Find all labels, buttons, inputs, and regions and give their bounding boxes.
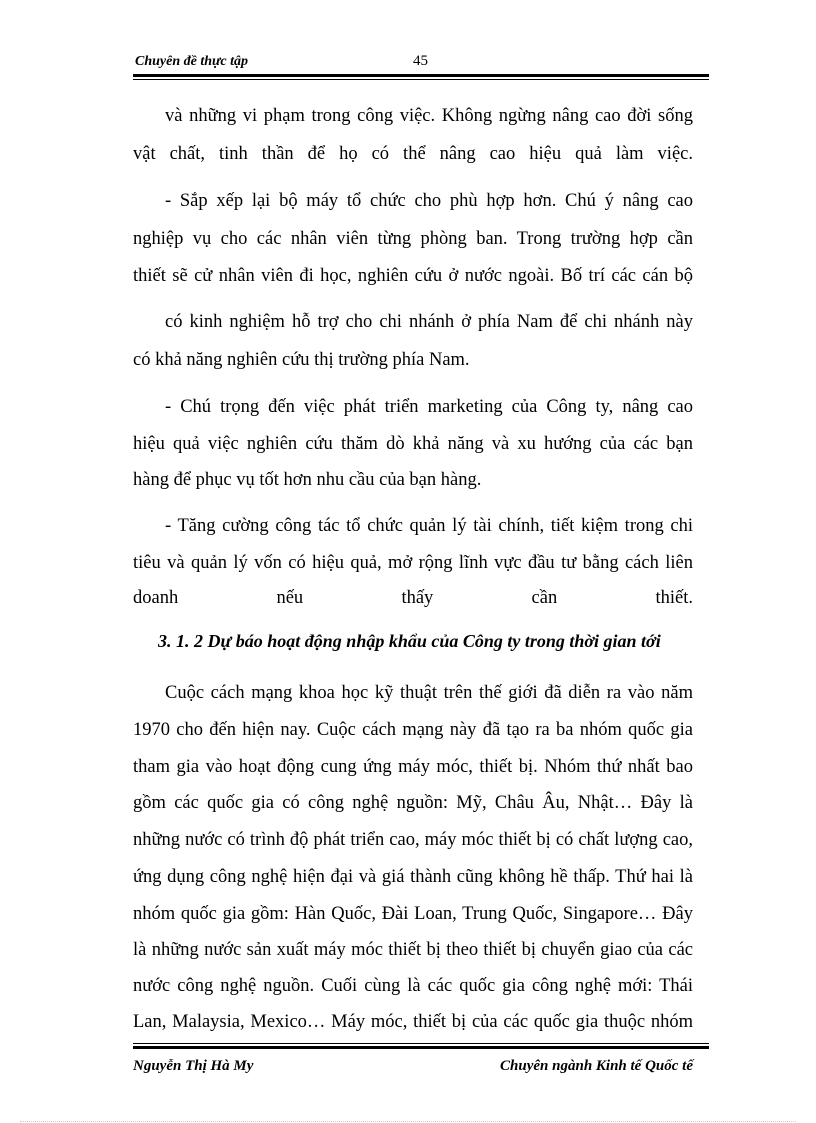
footer-author: Nguyễn Thị Hà My	[133, 1058, 254, 1074]
paragraph-line: Cuộc cách mạng khoa học kỹ thuật trên thế giới đã diễn ra vào năm	[165, 683, 693, 703]
paragraph-line: có kinh nghiệm hỗ trợ cho chi nhánh ở phía Nam để chi nhánh này	[165, 312, 693, 332]
paragraph-line: và những vi phạm trong công việc. Không ngừng nâng cao đời sống	[165, 106, 693, 126]
paragraph-line: doanh nếu thấy cần thiết.	[133, 588, 693, 608]
paragraph-line: hiệu quả việc nghiên cứu thăm dò khả năng và xu hướng của các bạn	[133, 434, 693, 454]
footer-rule	[133, 1046, 709, 1049]
page-number: 45	[413, 53, 428, 69]
paragraph-line: tham gia vào hoạt động cung ứng máy móc, thiết bị. Nhóm thứ nhất bao	[133, 757, 693, 777]
paragraph-line: thiết sẽ cử nhân viên đi học, nghiên cứu ở nước ngoài. Bố trí các cán bộ	[133, 266, 693, 286]
paragraph-line: tiêu và quản lý vốn có hiệu quả, mở rộng lĩnh vực đầu tư bằng cách liên	[133, 553, 693, 573]
paragraph-line: ứng dụng công nghệ hiện đại và giá thành cũng không hề thấp. Thứ hai là	[133, 867, 693, 887]
paragraph-line: những nước có trình độ phát triển cao, máy móc thiết bị có chất lượng cao,	[133, 830, 693, 850]
paragraph-line: có khả năng nghiên cứu thị trường phía Nam.	[133, 350, 470, 370]
paragraph-line: nhóm quốc gia gồm: Hàn Quốc, Đài Loan, Trung Quốc, Singapore… Đây	[133, 904, 693, 924]
paragraph-line: 1970 cho đến hiện nay. Cuộc cách mạng này đã tạo ra ba nhóm quốc gia	[133, 720, 693, 740]
header-rule-thin	[133, 79, 709, 80]
paragraph-line: gồm các quốc gia có công nghệ nguồn: Mỹ, Châu Âu, Nhật… Đây là	[133, 793, 693, 813]
footer-major: Chuyên ngành Kinh tế Quốc tế	[500, 1058, 693, 1074]
paragraph-line: nước công nghệ nguồn. Cuối cùng là các quốc gia công nghệ mới: Thái	[133, 976, 693, 996]
paragraph-line: nghiệp vụ cho các nhân viên từng phòng ban. Trong trường hợp cần	[133, 229, 693, 249]
section-heading: 3. 1. 2 Dự báo hoạt động nhập khẩu của Công ty trong thời gian tới	[158, 631, 661, 651]
footer-rule-thin	[133, 1043, 709, 1044]
paragraph-line: Lan, Malaysia, Mexico… Máy móc, thiết bị của các quốc gia thuộc nhóm	[133, 1012, 693, 1032]
paragraph-line: hàng để phục vụ tốt hơn nhu cầu của bạn hàng.	[133, 470, 482, 490]
paragraph-line: - Chú trọng đến việc phát triển marketing của Công ty, nâng cao	[165, 397, 693, 417]
paragraph-line: - Sắp xếp lại bộ máy tổ chức cho phù hợp hơn. Chú ý nâng cao	[165, 191, 693, 211]
page-edge	[20, 1121, 796, 1122]
paragraph-line: - Tăng cường công tác tổ chức quản lý tài chính, tiết kiệm trong chi	[165, 516, 693, 536]
header-rule	[133, 74, 709, 77]
header-title: Chuyên đề thực tập	[135, 54, 249, 69]
paragraph-line: là những nước sản xuất máy móc thiết bị theo thiết bị chuyển giao của các	[133, 940, 693, 960]
paragraph-line: vật chất, tinh thần để họ có thể nâng cao hiệu quả làm việc.	[133, 144, 693, 164]
